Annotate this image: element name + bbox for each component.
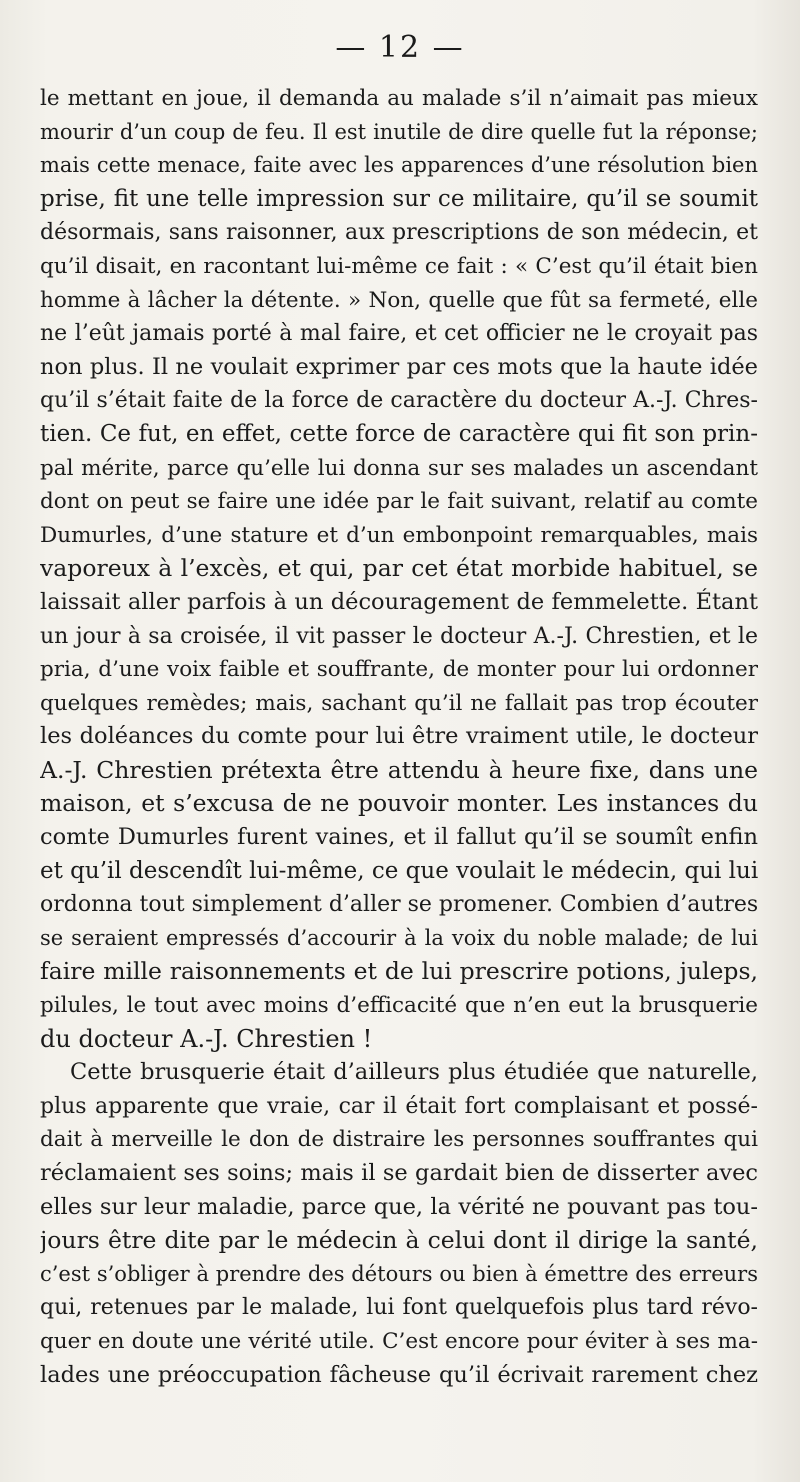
text-line: jours être dite par le médecin à celui dont il dirige la santé, [40,1226,758,1255]
text-line: qui, retenues par le malade, lui font quelquefois plus tard révo- [40,1295,758,1321]
text-line: se seraient empressés d’accourir à la voix du noble malade; de lui [40,925,758,950]
text-line: mais cette menace, faite avec les apparences d’une résolution bien [40,153,758,178]
text-line: dait à merveille le don de distraire les personnes souffrantes qui [40,1127,758,1153]
text-line: désormais, sans raisonner, aux prescriptions de son médecin, et [40,220,758,246]
text-line: un jour à sa croisée, il vit passer le docteur A.-J. Chrestien, et le [40,623,758,649]
paragraph-start-line: Cette brusquerie était d’ailleurs plus étudiée que naturelle, [70,1059,758,1086]
text-line: plus apparente que vraie, car il était fort complaisant et possé- [40,1093,758,1119]
text-line: c’est s’obliger à prendre des détours ou bien à émettre des erreurs [40,1261,758,1286]
text-line: vaporeux à l’excès, et qui, par cet état morbide habituel, se [40,554,758,583]
text-line: quer en doute une vérité utile. C’est encore pour éviter à ses ma- [40,1328,758,1354]
text-line: quelques remèdes; mais, sachant qu’il ne fallait pas trop écouter [40,690,758,716]
text-line: ne l’eût jamais porté à mal faire, et cet officier ne le croyait pas [40,321,758,347]
text-line: qu’il s’était faite de la force de caractère du docteur A.-J. Chres- [40,388,758,414]
text-line: non plus. Il ne voulait exprimer par ces mots que la haute idée [40,353,758,380]
paragraph-end-line: du docteur A.-J. Chrestien ! [40,1024,373,1053]
text-line: lades une préoccupation fâcheuse qu’il écrivait rarement chez [40,1361,758,1388]
text-line: et qu’il descendît lui-même, ce que voulait le médecin, qui lui [40,857,758,884]
text-line: tien. Ce fut, en effet, cette force de caractère qui fit son prin- [40,420,758,447]
body-text [40,82,758,1392]
text-line: A.-J. Chrestien prétexta être attendu à heure fixe, dans une [40,755,758,784]
text-line: le mettant en joue, il demanda au malade s’il n’aimait pas mieux [40,86,758,111]
text-line: qu’il disait, en racontant lui-même ce fait : « C’est qu’il était bien [40,253,758,279]
text-line: dont on peut se faire une idée par le fait suivant, relatif au comte [40,489,758,515]
text-line: pria, d’une voix faible et souffrante, de monter pour lui ordonner [40,657,758,683]
text-line: elles sur leur maladie, parce que, la vérité ne pouvant pas tou- [40,1193,758,1220]
text-line: mourir d’un coup de feu. Il est inutile de dire quelle fut la réponse; [40,119,758,144]
text-line: laissait aller parfois à un découragement de femmelette. Étant [40,588,758,615]
text-line: comte Dumurles furent vaines, et il fallut qu’il se soumît enfin [40,824,758,851]
text-line: homme à lâcher la détente. » Non, quelle que fût sa fermeté, elle [40,287,758,313]
text-line: prise, fit une telle impression sur ce militaire, qu’il se soumit [40,185,758,212]
text-line: maison, et s’excusa de ne pouvoir monter. Les instances du [40,789,758,818]
text-line: Dumurles, d’une stature et d’un embonpoint remarquables, mais [40,522,758,548]
text-line: pilules, le tout avec moins d’efficacité que n’en eut la brusquerie [40,993,758,1019]
text-line: pal mérite, parce qu’elle lui donna sur ses malades un ascendant [40,455,758,481]
text-line: les doléances du comte pour lui être vraiment utile, le docteur [40,723,758,750]
text-line: réclamaient ses soins; mais il se gardait bien de disserter avec [40,1160,758,1186]
text-line: faire mille raisonnements et de lui prescrire potions, juleps, [40,957,758,986]
text-line: ordonna tout simplement d’aller se promener. Combien d’autres [40,892,758,918]
page-number: — 12 — [335,30,465,65]
